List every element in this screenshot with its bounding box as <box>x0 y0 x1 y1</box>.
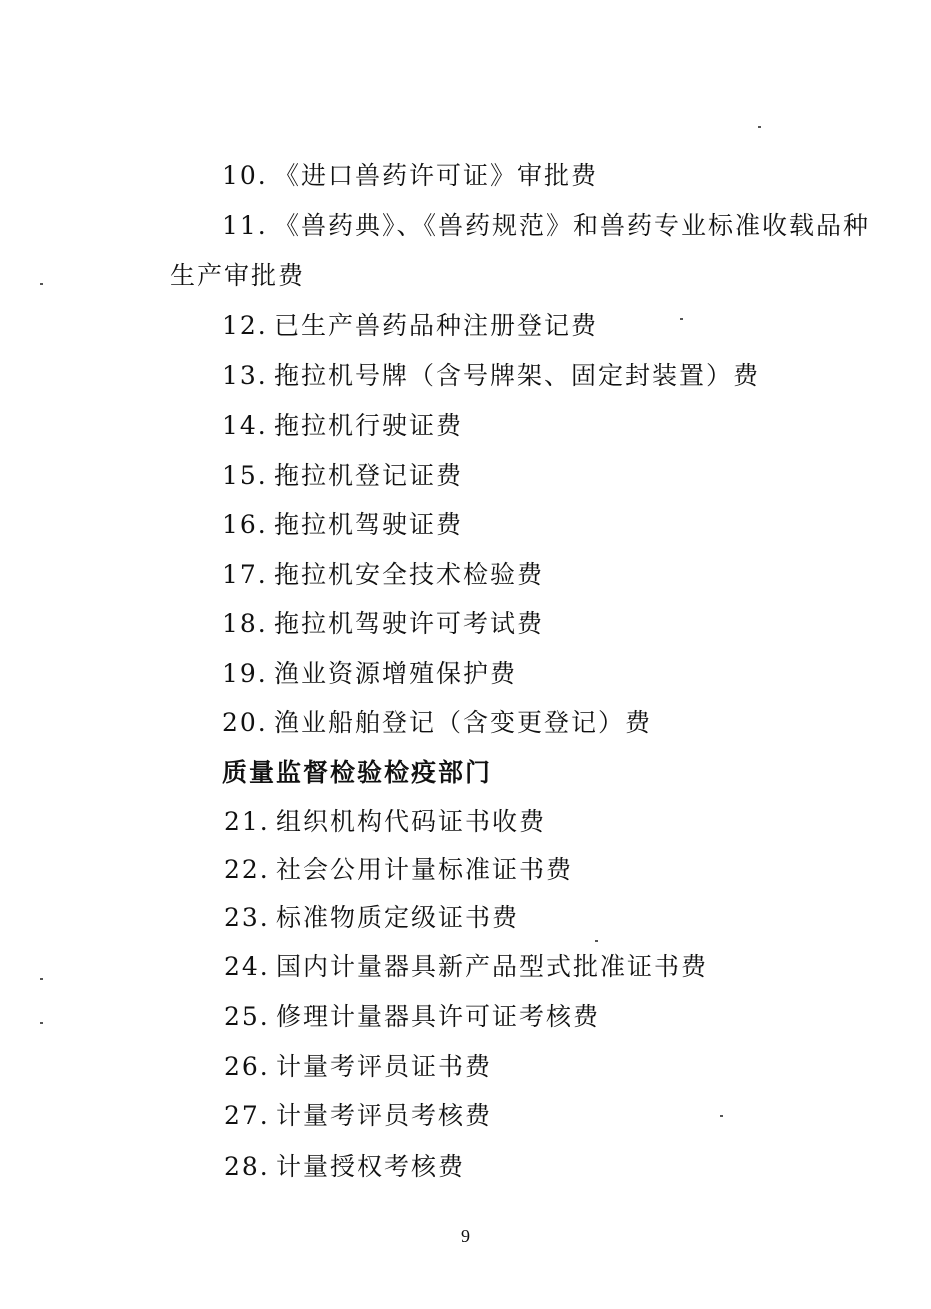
item-number: 14. <box>222 411 268 440</box>
item-text: 拖拉机驾驶许可考试费 <box>274 609 545 638</box>
item-text: 标准物质定级证书费 <box>276 903 520 932</box>
section-heading-text: 质量监督检验检疫部门 <box>222 758 493 787</box>
item-text: 拖拉机驾驶证费 <box>274 510 464 539</box>
item-text: 计量考评员考核费 <box>276 1101 493 1130</box>
item-number: 25. <box>224 1002 270 1031</box>
item-number: 16. <box>222 510 268 539</box>
item-number: 28. <box>224 1152 270 1181</box>
list-item <box>222 460 463 492</box>
item-text: 国内计量器具新产品型式批准证书费 <box>276 952 709 981</box>
item-number: 22. <box>224 855 270 884</box>
list-item <box>224 902 519 934</box>
list-item <box>222 658 517 690</box>
item-text: 渔业船舶登记（含变更登记）费 <box>274 708 653 737</box>
list-item-continuation <box>170 260 305 292</box>
list-item <box>222 160 598 192</box>
list-item <box>224 1100 492 1132</box>
scan-speck <box>758 126 761 128</box>
list-item <box>224 1151 465 1183</box>
page-number: 9 <box>461 1226 470 1246</box>
list-item <box>224 1051 492 1083</box>
item-number: 20. <box>222 708 268 737</box>
list-item <box>222 360 760 392</box>
item-text: 组织机构代码证书收费 <box>276 807 547 836</box>
item-number: 12. <box>222 311 268 340</box>
list-item <box>224 1001 600 1033</box>
item-number: 27. <box>224 1101 270 1130</box>
section-heading <box>222 757 492 789</box>
list-item <box>224 951 708 983</box>
item-text: 拖拉机号牌（含号牌架、固定封装置）费 <box>274 361 761 390</box>
list-item <box>224 806 546 838</box>
scan-speck <box>40 1022 43 1024</box>
item-number: 18. <box>222 609 268 638</box>
list-item <box>222 310 598 342</box>
item-text: 拖拉机行驶证费 <box>274 411 464 440</box>
item-number: 13. <box>222 361 268 390</box>
item-text: 修理计量器具许可证考核费 <box>276 1002 601 1031</box>
item-number: 15. <box>222 461 268 490</box>
item-text: 渔业资源增殖保护费 <box>274 659 518 688</box>
item-text: 《兽药典》、《兽药规范》和兽药专业标准收载品种 <box>274 211 871 240</box>
item-text: 计量授权考核费 <box>276 1152 466 1181</box>
scan-speck <box>680 318 683 320</box>
list-item <box>222 559 544 591</box>
list-item <box>222 707 652 739</box>
item-number: 21. <box>224 807 270 836</box>
item-text: 已生产兽药品种注册登记费 <box>274 311 599 340</box>
item-number: 17. <box>222 560 268 589</box>
list-item <box>222 410 463 442</box>
item-number: 19. <box>222 659 268 688</box>
item-text: 社会公用计量标准证书费 <box>276 855 574 884</box>
scan-speck <box>40 283 43 285</box>
item-text-continuation: 生产审批费 <box>170 261 306 290</box>
item-number: 24. <box>224 952 270 981</box>
item-text: 计量考评员证书费 <box>276 1052 493 1081</box>
scan-speck <box>40 978 43 980</box>
scan-speck <box>595 940 598 942</box>
item-number: 26. <box>224 1052 270 1081</box>
item-text: 拖拉机安全技术检验费 <box>274 560 545 589</box>
item-text: 拖拉机登记证费 <box>274 461 464 490</box>
list-item <box>222 509 463 541</box>
list-item <box>222 210 870 242</box>
scan-speck <box>720 1115 723 1117</box>
list-item <box>222 608 544 640</box>
item-number: 23. <box>224 903 270 932</box>
item-text: 《进口兽药许可证》审批费 <box>274 161 599 190</box>
item-number: 10. <box>222 161 268 190</box>
list-item <box>224 854 573 886</box>
item-number: 11. <box>222 211 268 240</box>
